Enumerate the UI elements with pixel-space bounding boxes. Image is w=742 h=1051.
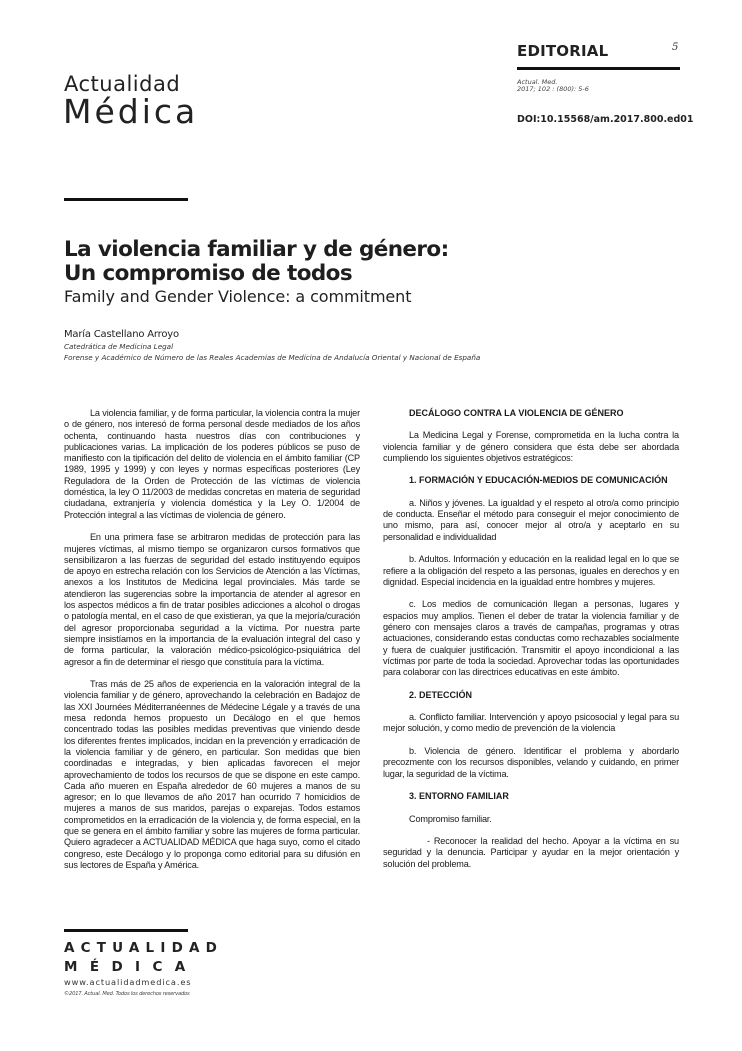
- paragraph: b. Violencia de género. Identificar el problema y abordarlo precozmente con los recursos disponibles, velando y cuidando, en primer lugar, la seguridad de la víctima.: [383, 746, 679, 779]
- paragraph: En una primera fase se arbitraron medidas de protección para las mujeres víctimas, al mismo tiempo se organizaron cursos formativos que sensibilizaron a las fuerzas de seguridad del estado instituyendo equipos de apoyo en estrecha relación con los Servicios de Atención a las Víctimas, anexos a los Institutos de Medicina legal provinciales. Más tarde se atendieron las sugerencias sobre la importancia de atender al agresor en los aspectos médicos a fin de tratar posibles adicciones a alcohol o drogas o patología mental, en el caso de que existieran, ya que la mejoría/curación del agresor proporcionaba seguridad a la víctima. Por nuestra parte siempre insistíamos en la importancia de la evaluación integral del caso y de forma particular, la valoración médico-psicológico-psiquiátrica del agresor a fin de determinar el riesgo que constituía para la víctima.: [64, 532, 360, 667]
- footer-copyright: ©2017. Actual. Med. Todos los derechos reservados: [64, 991, 190, 997]
- paragraph: Compromiso familiar.: [409, 813, 492, 824]
- section-label: EDITORIAL: [517, 42, 609, 60]
- journal-logo-line2: Médica: [63, 92, 199, 131]
- left-column: [64, 408, 360, 882]
- citation-volume: 2017; 102 : (800): 5-6: [517, 85, 589, 93]
- paragraph: a. Conflicto familiar. Intervención y apoyo psicosocial y legal para su mejor solución, y como medio de prevención de la violencia: [383, 712, 679, 734]
- doi[interactable]: DOI:10.15568/am.2017.800.ed01: [517, 114, 694, 125]
- footer-rule: [64, 929, 188, 932]
- page-number: 5: [672, 42, 679, 53]
- citation: [517, 79, 607, 93]
- citation-journal: Actual. Med.: [517, 78, 558, 86]
- paragraph: b. Adultos. Información y educación en la realidad legal en lo que se refiere a la obligación del respeto a las personas, iguales en derechos y en dignidad. Especial incidencia en la igualdad entre hombres y mujeres.: [383, 554, 679, 587]
- article-subtitle: Family and Gender Violence: a commitment: [64, 287, 412, 306]
- paragraph: Tras más de 25 años de experiencia en la valoración integral de la violencia familiar y de género, aprovechando la celebración en Badajoz de las XXI Journées Méditerranéennes de Médecine Légale y a través de una mesa redonda hemos propuesto un Decálogo en el que hemos concentrado todas las posibles medidas preventivas que viniendo desde los diferentes frentes implicados, incidan en la prevención y erradicación de la violencia familiar y de género, en particular. Son medidas que bien coordinadas e integradas, y bien aplicadas favorecen el mejor aprovechamiento de todos los recursos de que se dispone en este campo. Cada año mueren en España alrededor de 60 mujeres a manos de su agresor; en lo que llevamos de año 2017 han ocurrido 7 homicidios de mujeres a manos de sus maridos, parejas o exparejas. Todos estamos comprometidos en la erradicación de la violencia y, de forma especial, en la que se genera en el ámbito familiar y sobre las mujeres de forma particular. Quiero agradecer a ACTUALIDAD MÉDICA que haga suyo, como el citado congreso, este Decálogo y lo proponga como editorial para su difusión en sus lectores de España y América.: [64, 679, 360, 870]
- right-column: [383, 408, 679, 881]
- footer-logo-line2: MÉDICA: [64, 959, 198, 975]
- paragraph: - Reconocer la realidad del hecho. Apoyar a la víctima en su seguridad y la denuncia. Participar y ayudar en la mejor orientación y solución del problema.: [383, 836, 679, 869]
- paragraph: c. Los medios de comunicación llegan a personas, lugares y espacios muy amplios. Tienen el deber de tratar la violencia familiar y de género con mensajes claros a través de campañas, programas y otras actuaciones, considerando estas conductas como rechazables socialmente y fuera de cualquier justificación. Transmitir el apoyo incondicional a las víctimas por parte de toda la sociedad. Aprovechar todas las oportunidades para colaborar con las directrices educativas en este ámbito.: [383, 599, 679, 678]
- footer-url[interactable]: www.actualidadmedica.es: [64, 977, 192, 987]
- section-heading-1: 1. FORMACIÓN Y EDUCACIÓN-MEDIOS DE COMUNICACIÓN: [409, 475, 668, 486]
- title-line-2: Un compromiso de todos: [64, 261, 353, 286]
- paragraph: a. Niños y jóvenes. La igualdad y el respeto al otro/a como principio de conducta. Enseñar el método para conseguir el mejor conocimiento de uno mismo, para así, conocer mejor al otro/a y aceptarlo en su personalidad e individualidad: [383, 497, 679, 542]
- decalogue-heading: DECÁLOGO CONTRA LA VIOLENCIA DE GÉNERO: [409, 408, 624, 418]
- section-heading-3: 3. ENTORNO FAMILIAR: [409, 791, 509, 802]
- author-name: María Castellano Arroyo: [64, 329, 179, 340]
- article-title: [64, 238, 624, 286]
- section-heading-2: 2. DETECCIÓN: [409, 689, 473, 700]
- footer-logo-line1: ACTUALIDAD: [64, 940, 224, 956]
- author-affiliation-1: Catedrática de Medicina Legal: [64, 342, 174, 351]
- logo-rule: [64, 198, 188, 201]
- journal-logo-line1: Actualidad: [64, 72, 181, 96]
- paragraph: La Medicina Legal y Forense, comprometida en la lucha contra la violencia familiar y de género considera que ésta debe ser abordada cumpliendo los siguientes objetivos estratégicos:: [383, 430, 679, 463]
- paragraph: La violencia familiar, y de forma particular, la violencia contra la mujer o de género, nos interesó de forma personal desde mediados de los años ochenta, continuando hasta nuestros días con contribuciones y publicaciones varias. La implicación de los poderes públicos se puso de manifiesto con la tipificación del delito de violencia en el ámbito familiar (CP 1989, 1995 y 1999) y con leyes y normas específicas posteriores (Ley Reguladora de la Orden de Protección de las víctimas de violencia doméstica, la ley O 11/2003 de medidas concretas en materia de seguridad ciudadana, extranjería y violencia doméstica y la Ley O. 1/2004 de Protección integral a las víctimas de violencia de género.: [64, 408, 360, 520]
- author-affiliation-2: Forense y Académico de Número de las Reales Academias de Medicina de Andalucía Oriental y Nacional de España: [64, 353, 481, 362]
- title-line-1: La violencia familiar y de género:: [64, 237, 449, 262]
- header-rule: [517, 67, 680, 70]
